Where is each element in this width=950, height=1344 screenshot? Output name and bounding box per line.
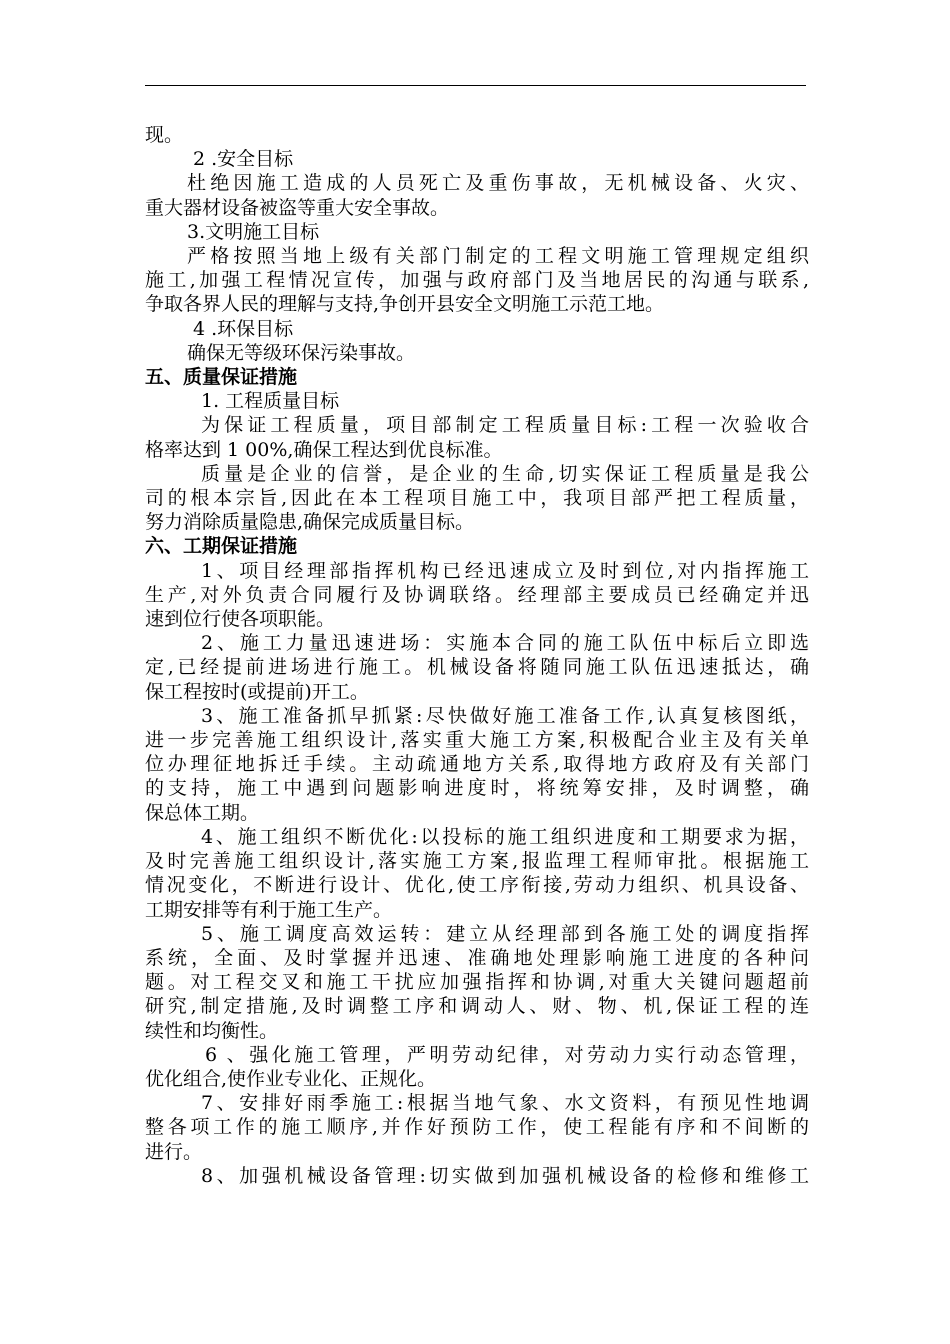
text-line: 现。 [145, 124, 184, 146]
text-line: 速到位行使各项职能。 [145, 608, 336, 631]
text-line: 研究,制定措施,及时调整工序和调动人、财、物、机,保证工程的连 [145, 995, 809, 1018]
text-line: 续性和均衡性。 [145, 1019, 279, 1042]
text-line: 8、加强机械设备管理:切实做到加强机械设备的检修和维修工 [201, 1164, 809, 1187]
document-body [145, 123, 809, 1188]
text-line: 优化组合,使作业专业化、正规化。 [145, 1067, 437, 1090]
text-line: 整各项工作的施工顺序,并作好预防工作，使工程能有序和不间断的 [145, 1116, 809, 1139]
text-line: 情况变化，不断进行设计、优化,使工序衔接,劳动力组织、机具设备、 [145, 874, 809, 897]
header-rule [145, 85, 806, 86]
text-line: 格率达到 1 00%,确保工程达到优良标准。 [145, 438, 503, 461]
text-line: 杜绝因施工造成的人员死亡及重伤事故，无机械设备、火灾、 [187, 172, 809, 195]
text-line: 定,已经提前进场进行施工。机械设备将随同施工队伍迅速抵达，确 [145, 656, 809, 679]
text-line: 施工,加强工程情况宣传，加强与政府部门及当地居民的沟通与联系, [145, 269, 809, 292]
text-line: 题。对工程交叉和施工干扰应加强指挥和协调,对重大关键问题超前 [145, 971, 809, 994]
text-line: 努力消除质量隐患,确保完成质量目标。 [145, 511, 475, 534]
text-line: 系统，全面、及时掌握并迅速、准确地处理影响施工进度的各种问 [145, 946, 809, 969]
text-line: 5、施工调度高效运转：建立从经理部到各施工处的调度指挥 [201, 922, 809, 945]
text-line: 6 、强化施工管理，严明劳动纪律，对劳动力实行动态管理， [205, 1043, 809, 1066]
text-line: 7、安排好雨季施工:根据当地气象、水文资料，有预见性地调 [201, 1092, 809, 1115]
text-line: 1. 工程质量目标 [201, 390, 340, 413]
section-heading: 六、工期保证措施 [145, 535, 298, 558]
text-line: 生产,对外负责合同履行及协调联络。经理部主要成员已经确定并迅 [145, 583, 809, 606]
text-line: 质量是企业的信誉，是企业的生命,切实保证工程质量是我公 [201, 462, 809, 485]
section-heading: 五、质量保证措施 [145, 366, 298, 389]
text-line: 2、施工力量迅速进场：实施本合同的施工队伍中标后立即选 [201, 632, 809, 655]
text-line: 进行。 [145, 1140, 203, 1163]
text-line: 重大器材设备被盗等重大安全事故。 [145, 196, 450, 219]
text-line: 进一步完善施工组织设计,落实重大施工方案,积极配合业主及有关单 [145, 729, 809, 752]
text-line: 4 .环保目标 [193, 317, 294, 340]
text-line: 2 .安全目标 [193, 148, 294, 171]
text-line: 1、项目经理部指挥机构已经迅速成立及时到位,对内指挥施工 [201, 559, 809, 582]
text-line: 确保无等级环保污染事故。 [187, 341, 416, 364]
text-line: 保工程按时(或提前)开工。 [145, 680, 369, 703]
text-line: 4、施工组织不断优化:以投标的施工组织进度和工期要求为据， [201, 825, 809, 848]
text-line: 位办理征地拆迁手续。主动疏通地方关系,取得地方政府及有关部门 [145, 753, 809, 776]
text-line: 严格按照当地上级有关部门制定的工程文明施工管理规定组织 [187, 245, 809, 268]
text-line: 为保证工程质量，项目部制定工程质量目标:工程一次验收合 [201, 414, 809, 437]
text-line: 保总体工期。 [145, 801, 260, 824]
text-line: 争取各界人民的理解与支持,争创开县安全文明施工示范工地。 [145, 293, 665, 316]
text-line: 3.文明施工目标 [187, 220, 320, 243]
text-line: 工期安排等有利于施工生产。 [145, 898, 393, 921]
text-line: 司的根本宗旨,因此在本工程项目施工中，我项目部严把工程质量， [145, 487, 809, 510]
text-line: 及时完善施工组织设计,落实施工方案,报监理工程师审批。根据施工 [145, 850, 809, 873]
text-line: 3、施工准备抓早抓紧:尽快做好施工准备工作,认真复核图纸， [201, 704, 809, 727]
text-line: 的支持，施工中遇到问题影响进度时，将统筹安排，及时调整，确 [145, 777, 809, 800]
